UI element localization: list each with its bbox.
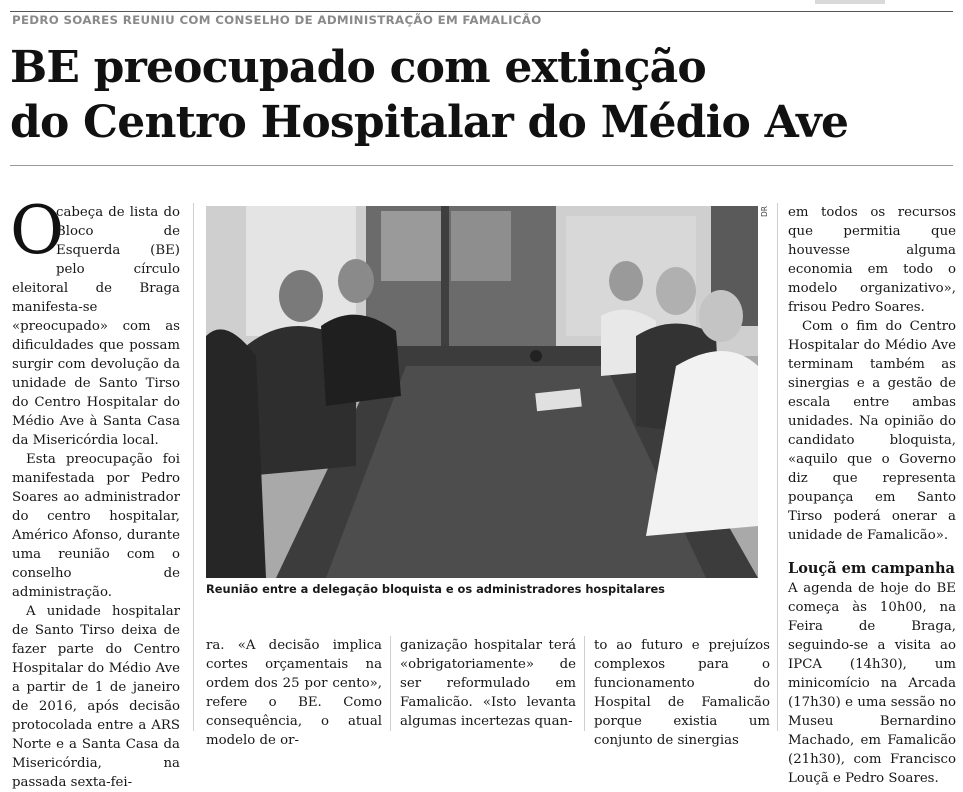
- article-column-1: [10, 192, 180, 792]
- headline: [10, 40, 955, 150]
- paragraph-1: cabeça de lista do Bloco de Esquerda (BE) pelo círculo eleitoral de Braga manifesta-se «preocupado» com as dificuldades que possam surgir com devolução da unidade de Santo Tirso do Centro Hospitalar do Médio Ave à Santa Casa da Misericórdia local.: [12, 205, 180, 448]
- kicker: PEDRO SOARES REUNIU COM CONSELHO DE ADMINISTRAÇÃO EM FAMALICÃO: [12, 13, 542, 27]
- headline-line-1: BE preocupado com extinção: [10, 42, 706, 93]
- column-divider: [193, 203, 194, 731]
- meeting-photo-illustration: [206, 206, 758, 578]
- news-photo: [206, 206, 758, 578]
- top-rule: [10, 11, 953, 12]
- drop-cap: O: [10, 192, 65, 269]
- article-column-4: to ao futuro e prejuízos complexos para o funcionamento do Hospital de Famalicão porque existia um conjunto de sinergias: [594, 638, 770, 748]
- page-corner-mark: [815, 0, 885, 4]
- paragraph-continuation: em todos os recursos que permitia que houvesse alguma economia em todo o modelo organizativo», frisou Pedro Soares.: [788, 205, 956, 315]
- column-divider: [390, 636, 391, 731]
- subheading: Louçã em campanha: [788, 560, 955, 577]
- article-column-3: ganização hospitalar terá «obrigatoriamente» de ser reformulado em Famalicão. «Isto levanta algumas incertezas quan-: [400, 638, 576, 729]
- headline-rule: [10, 165, 953, 166]
- article-column-2: ra. «A decisão implica cortes orçamentais na ordem dos 25 por cento», refere o BE. Como consequência, o atual modelo de or-: [206, 638, 382, 748]
- column-divider: [584, 636, 585, 731]
- paragraph: A agenda de hoje do BE começa às 10h00, na Feira de Braga, seguindo-se a visita ao IPCA (14h30), um minicomício na Arcada (17h30) e uma sessão no Museu Bernardino Machado, em Famalicão (21h30), com Francisco Louçã e Pedro Soares.: [788, 581, 956, 786]
- headline-line-2: do Centro Hospitalar do Médio Ave: [10, 97, 849, 148]
- photo-caption: Reunião entre a delegação bloquista e os administradores hospitalares: [206, 582, 665, 596]
- paragraph-2: Esta preocupação foi manifestada por Pedro Soares ao administrador do centro hospitalar, Américo Afonso, durante uma reunião com o conselho de administração.: [12, 452, 180, 600]
- paragraph-3: A unidade hospitalar de Santo Tirso deixa de fazer parte do Centro Hospitalar do Médio Ave a partir de 1 de janeiro de 2016, após decisão protocolada entre a ARS Norte e a Santa Casa da Misericórdia, na passada sexta-fei-: [12, 604, 180, 790]
- photo-credit: DR: [760, 206, 769, 217]
- paragraph: Com o fim do Centro Hospitalar do Médio Ave terminam também as sinergias e a gestão de escala entre ambas unidades. Na opinião do candidato bloquista, «aquilo que o Governo diz que representa poupança em Santo Tirso poderá onerar a unidade de Famalicão».: [788, 319, 956, 543]
- column-divider: [777, 203, 778, 731]
- article-column-5: [788, 203, 956, 788]
